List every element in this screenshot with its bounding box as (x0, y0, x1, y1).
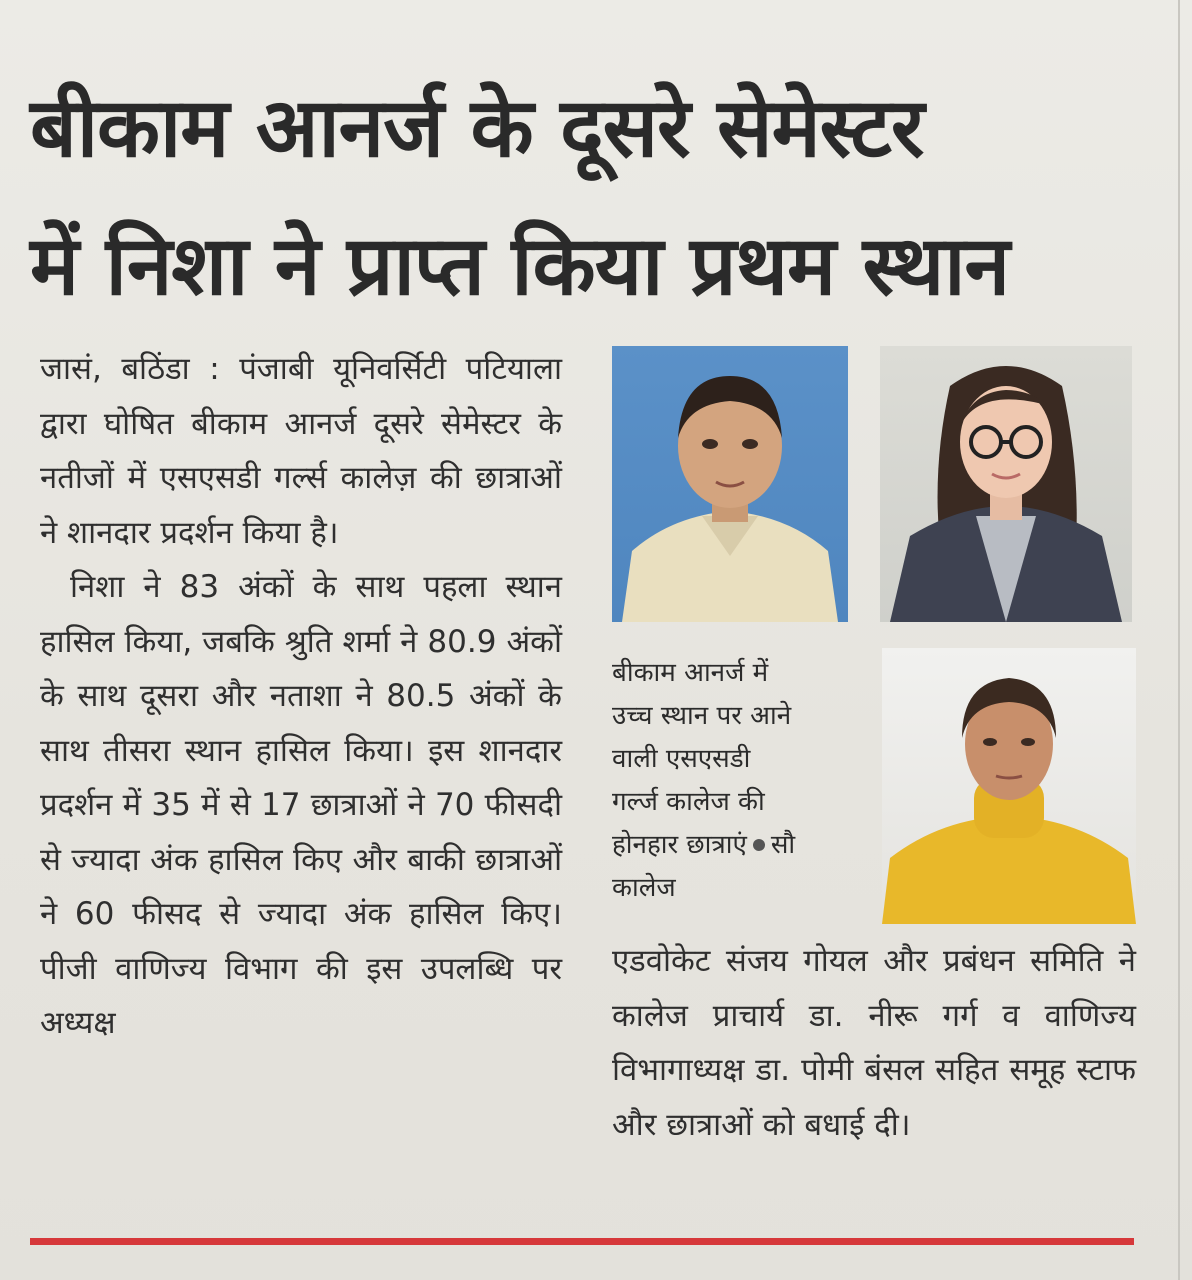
caption-line-5 (612, 824, 872, 867)
headline (30, 60, 1140, 336)
article-left-column (40, 342, 562, 1051)
caption-line-3: वाली एसएसडी (612, 744, 751, 774)
headline-line-2: में निशा ने प्राप्त किया प्रथम स्थान (30, 219, 1009, 314)
red-divider-rule (30, 1238, 1134, 1245)
article-paragraph-1: जासं, बठिंडा : पंजाबी यूनिवर्सिटी पटियाला द्वारा घोषित बीकाम आनर्ज दूसरे सेमेस्टर के नतीजों में एसएसडी गर्ल्स कालेज़ की छात्राओं ने शानदार प्रदर्शन किया है। (40, 351, 562, 551)
caption-credit: सौ (770, 830, 796, 860)
caption-line-5-text: होनहार छात्राएं (612, 830, 747, 860)
student-photo-3 (882, 648, 1136, 924)
bullet-dot-icon (753, 839, 765, 851)
article-paragraph-3: एडवोकेट संजय गोयल और प्रबंधन समिति ने कालेज प्राचार्य डा. नीरू गर्ग व वाणिज्य विभागाध्यक्ष डा. पोमी बंसल सहित समूह स्टाफ और छात्राओं को बधाई दी। (612, 943, 1136, 1143)
headline-line-1: बीकाम आनर्ज के दूसरे सेमेस्टर (30, 81, 924, 176)
caption-line-1: बीकाम आनर्ज में (612, 658, 769, 688)
caption-line-4: गर्ल्ज कालेज की (612, 787, 765, 817)
student-photo-1 (612, 346, 848, 622)
photo-caption (612, 652, 872, 910)
student-photo-2 (880, 346, 1132, 622)
column-gutter-line (1178, 0, 1180, 1280)
caption-credit-line: कालेज (612, 873, 676, 903)
caption-line-2: उच्च स्थान पर आने (612, 701, 792, 731)
article-paragraph-2: निशा ने 83 अंकों के साथ पहला स्थान हासिल किया, जबकि श्रुति शर्मा ने 80.9 अंकों के साथ दूसरा और नताशा ने 80.5 अंकों के साथ तीसरा स्थान हासिल किया। इस शानदार प्रदर्शन में 35 में से 17 छात्राओं ने 70 फीसदी से ज्यादा अंक हासिल किए और बाकी छात्राओं ने 60 फीसद से ज्यादा अंक हासिल किए। पीजी वाणिज्य विभाग की इस उपलब्धि पर अध्यक्ष (40, 569, 562, 1041)
article-right-column (612, 934, 1136, 1152)
